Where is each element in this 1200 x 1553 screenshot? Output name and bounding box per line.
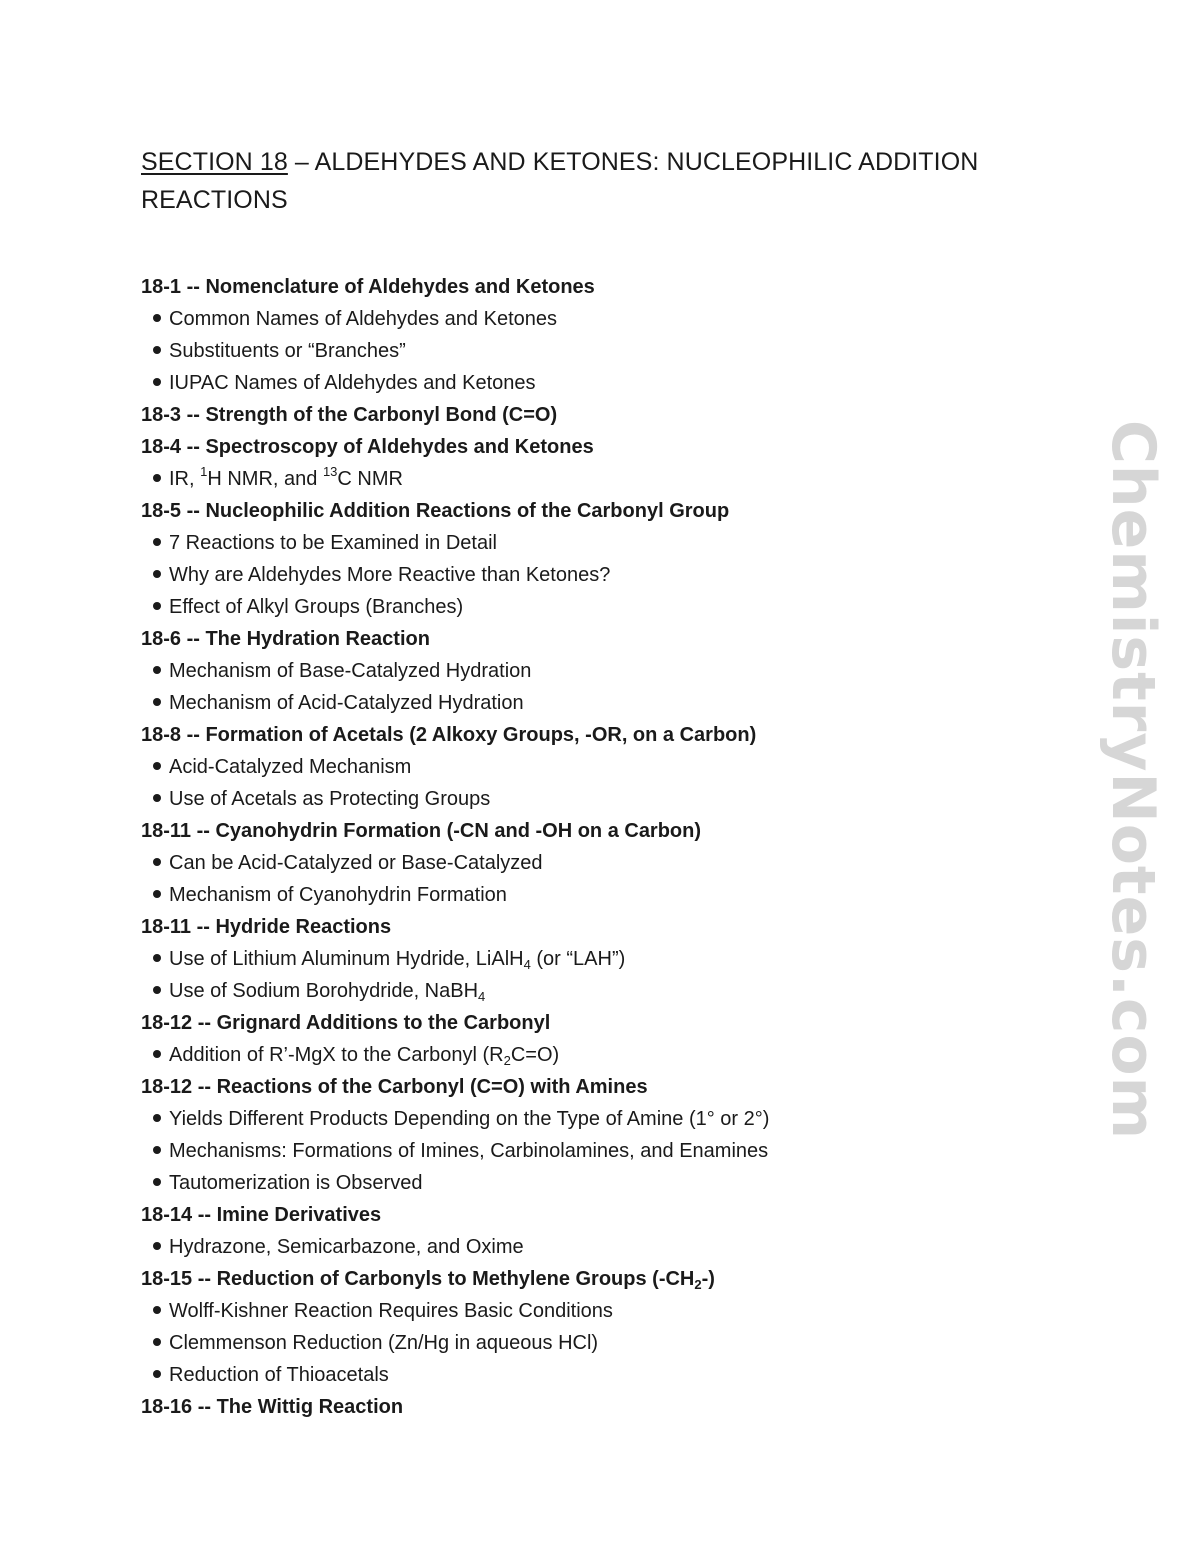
topic-heading xyxy=(141,1199,1041,1231)
topic-heading xyxy=(141,399,1041,431)
outline-text: 18-12 -- Grignard Additions to the Carbonyl xyxy=(141,1012,551,1034)
document-page xyxy=(141,143,1041,1423)
topic-bullet xyxy=(141,751,1041,783)
bullet-icon xyxy=(153,890,161,898)
topic-heading xyxy=(141,1071,1041,1103)
outline-text: 18-3 -- Strength of the Carbonyl Bond (C=O) xyxy=(141,404,558,426)
outline-text: Use of Sodium Borohydride, NaBH xyxy=(169,980,479,1002)
topic-bullet xyxy=(141,655,1041,687)
bullet-icon xyxy=(153,762,161,770)
topic-bullet xyxy=(141,527,1041,559)
topic-outline xyxy=(141,271,1041,1423)
bullet-icon xyxy=(153,954,161,962)
topic-heading xyxy=(141,1007,1041,1039)
topic-bullet xyxy=(141,943,1041,975)
outline-text: Mechanisms: Formations of Imines, Carbinolamines, and Enamines xyxy=(169,1140,769,1162)
bullet-icon xyxy=(153,538,161,546)
superscript: 1 xyxy=(200,464,208,479)
bullet-icon xyxy=(153,986,161,994)
outline-text: Reduction of Thioacetals xyxy=(169,1364,389,1386)
bullet-icon xyxy=(153,1146,161,1154)
outline-text: Use of Acetals as Protecting Groups xyxy=(169,788,491,810)
topic-heading xyxy=(141,495,1041,527)
topic-bullet xyxy=(141,303,1041,335)
outline-text: Yields Different Products Depending on the Type of Amine (1° or 2°) xyxy=(169,1108,770,1130)
outline-text: Effect of Alkyl Groups (Branches) xyxy=(169,596,464,618)
outline-text: 18-14 -- Imine Derivatives xyxy=(141,1204,382,1226)
topic-bullet xyxy=(141,591,1041,623)
bullet-icon xyxy=(153,570,161,578)
outline-text: Hydrazone, Semicarbazone, and Oxime xyxy=(169,1236,524,1258)
topic-bullet xyxy=(141,783,1041,815)
bullet-icon xyxy=(153,1338,161,1346)
watermark-text: ChemistryNotes.com xyxy=(1098,419,1168,1141)
bullet-icon xyxy=(153,474,161,482)
topic-bullet xyxy=(141,1359,1041,1391)
bullet-icon xyxy=(153,1242,161,1250)
bullet-icon xyxy=(153,794,161,802)
topic-bullet xyxy=(141,1039,1041,1071)
topic-heading xyxy=(141,431,1041,463)
outline-text: Addition of R’-MgX to the Carbonyl (R xyxy=(169,1044,504,1066)
topic-bullet xyxy=(141,367,1041,399)
superscript: 13 xyxy=(322,464,338,479)
outline-text: 18-8 -- Formation of Acetals (2 Alkoxy Groups, -OR, on a Carbon) xyxy=(141,724,757,746)
topic-bullet xyxy=(141,687,1041,719)
outline-text: -) xyxy=(701,1268,715,1290)
outline-text: Can be Acid-Catalyzed or Base-Catalyzed xyxy=(169,852,543,874)
watermark xyxy=(1088,419,1178,1141)
subscript: 4 xyxy=(523,957,531,972)
bullet-icon xyxy=(153,698,161,706)
outline-text: Why are Aldehydes More Reactive than Ketones? xyxy=(169,564,611,586)
subscript: 2 xyxy=(694,1277,702,1292)
outline-text: Wolff-Kishner Reaction Requires Basic Conditions xyxy=(169,1300,613,1322)
topic-bullet xyxy=(141,1295,1041,1327)
outline-text: Substituents or “Branches” xyxy=(169,340,406,362)
topic-bullet xyxy=(141,1167,1041,1199)
topic-bullet xyxy=(141,463,1041,495)
topic-bullet xyxy=(141,1327,1041,1359)
section-number: SECTION 18 xyxy=(141,148,288,176)
topic-heading xyxy=(141,1263,1041,1295)
outline-text: 18-16 -- The Wittig Reaction xyxy=(141,1396,404,1418)
outline-text: Acid-Catalyzed Mechanism xyxy=(169,756,412,778)
outline-text: 18-12 -- Reactions of the Carbonyl (C=O) with Amines xyxy=(141,1076,648,1098)
topic-heading xyxy=(141,1391,1041,1423)
bullet-icon xyxy=(153,378,161,386)
section-title: – ALDEHYDES AND KETONES: NUCLEOPHILIC ADDITION REACTIONS xyxy=(141,148,979,214)
topic-heading xyxy=(141,815,1041,847)
topic-bullet xyxy=(141,559,1041,591)
outline-text: 7 Reactions to be Examined in Detail xyxy=(169,532,497,554)
outline-text: Mechanism of Cyanohydrin Formation xyxy=(169,884,507,906)
bullet-icon xyxy=(153,1050,161,1058)
outline-text: 18-1 -- Nomenclature of Aldehydes and Ketones xyxy=(141,276,595,298)
topic-bullet xyxy=(141,847,1041,879)
topic-bullet xyxy=(141,335,1041,367)
outline-text: 18-11 -- Hydride Reactions xyxy=(141,916,392,938)
topic-heading xyxy=(141,623,1041,655)
topic-bullet xyxy=(141,1135,1041,1167)
outline-text: Common Names of Aldehydes and Ketones xyxy=(169,308,557,330)
bullet-icon xyxy=(153,1114,161,1122)
topic-bullet xyxy=(141,975,1041,1007)
outline-text: Clemmenson Reduction (Zn/Hg in aqueous HCl) xyxy=(169,1332,599,1354)
outline-text: 18-4 -- Spectroscopy of Aldehydes and Ketones xyxy=(141,436,594,458)
outline-text: C NMR xyxy=(337,468,403,490)
outline-text: IUPAC Names of Aldehydes and Ketones xyxy=(169,372,536,394)
outline-text: Mechanism of Base-Catalyzed Hydration xyxy=(169,660,532,682)
outline-text: Use of Lithium Aluminum Hydride, LiAlH xyxy=(169,948,524,970)
subscript: 2 xyxy=(503,1053,511,1068)
outline-text: Mechanism of Acid-Catalyzed Hydration xyxy=(169,692,524,714)
topic-bullet xyxy=(141,879,1041,911)
outline-text: 18-6 -- The Hydration Reaction xyxy=(141,628,430,650)
topic-heading xyxy=(141,719,1041,751)
bullet-icon xyxy=(153,314,161,322)
outline-text: 18-15 -- Reduction of Carbonyls to Methylene Groups (-CH xyxy=(141,1268,695,1290)
topic-heading xyxy=(141,271,1041,303)
outline-text: Tautomerization is Observed xyxy=(169,1172,423,1194)
page-title xyxy=(141,143,1041,219)
outline-text: H NMR, and xyxy=(207,468,323,490)
bullet-icon xyxy=(153,858,161,866)
outline-text: C=O) xyxy=(510,1044,560,1066)
topic-bullet xyxy=(141,1231,1041,1263)
bullet-icon xyxy=(153,666,161,674)
outline-text: 18-11 -- Cyanohydrin Formation (-CN and -OH on a Carbon) xyxy=(141,820,702,842)
bullet-icon xyxy=(153,1370,161,1378)
bullet-icon xyxy=(153,1306,161,1314)
outline-text: (or “LAH”) xyxy=(530,948,626,970)
topic-bullet xyxy=(141,1103,1041,1135)
bullet-icon xyxy=(153,1178,161,1186)
subscript: 4 xyxy=(478,989,486,1004)
bullet-icon xyxy=(153,602,161,610)
topic-heading xyxy=(141,911,1041,943)
outline-text: IR, xyxy=(169,468,201,490)
outline-text: 18-5 -- Nucleophilic Addition Reactions of the Carbonyl Group xyxy=(141,500,730,522)
bullet-icon xyxy=(153,346,161,354)
